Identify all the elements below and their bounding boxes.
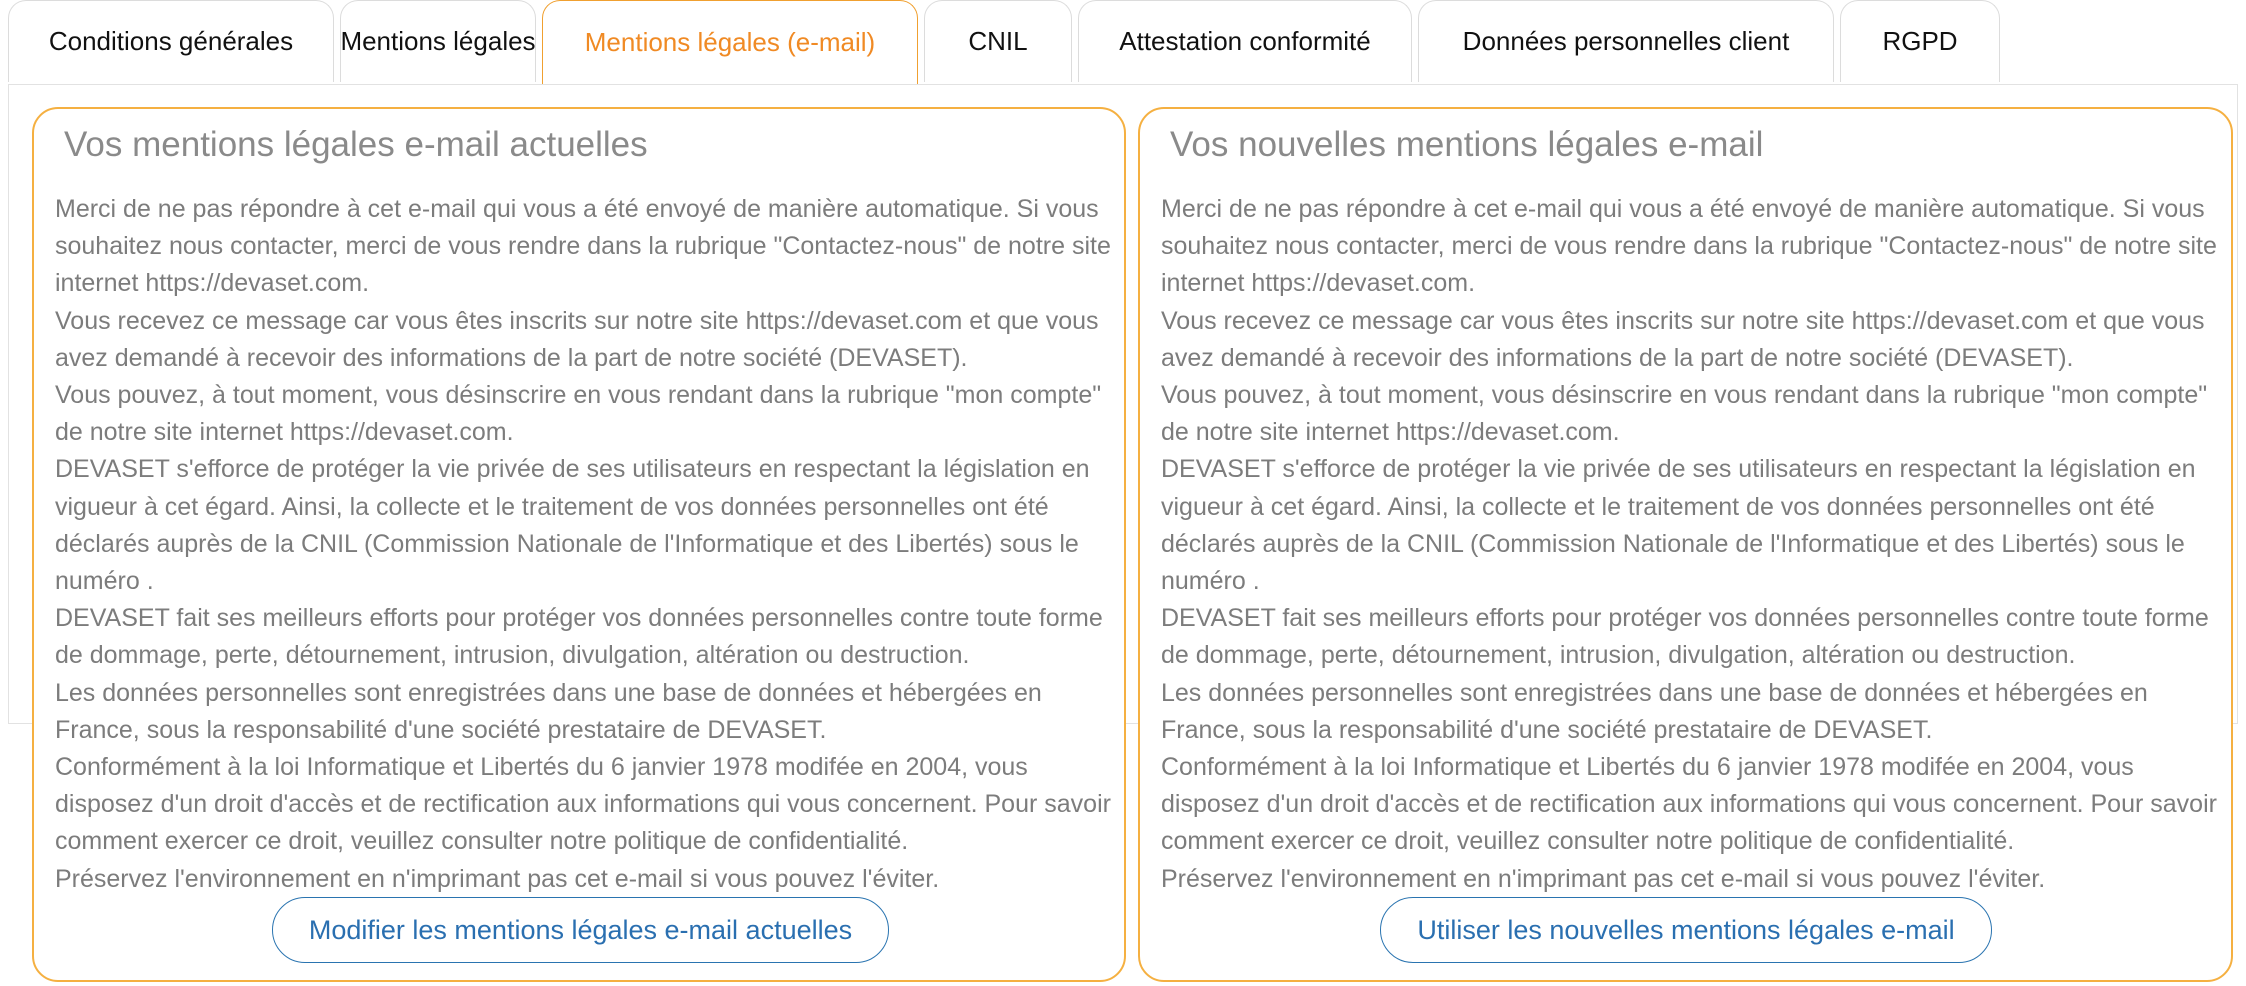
current-mentions-text xyxy=(55,191,1115,898)
use-new-mentions-button[interactable]: Utiliser les nouvelles mentions légales e-mail xyxy=(1380,897,1992,963)
paragraph: DEVASET s'efforce de protéger la vie privée de ses utilisateurs en respectant la législation en vigueur à cet égard. Ainsi, la collecte et le traitement de vos données personnelles ont été déclarés auprès de la CNIL (Commission Nationale de l'Informatique et des Libertés) sous le numéro . xyxy=(55,455,1090,596)
paragraph: Vous recevez ce message car vous êtes inscrits sur notre site https://devaset.com et que vous avez demandé à recevoir des informations de la part de notre société (DEVASET). xyxy=(55,306,1099,372)
tab-bar xyxy=(8,0,2006,82)
paragraph: DEVASET fait ses meilleurs efforts pour protéger vos données personnelles contre toute forme de dommage, perte, détournement, intrusion, divulgation, altération ou destruction. xyxy=(1161,604,2209,670)
paragraph: Préservez l'environnement en n'imprimant pas cet e-mail si vous pouvez l'éviter. xyxy=(55,864,940,893)
paragraph: Conformément à la loi Informatique et Libertés du 6 janvier 1978 modifée en 2004, vous disposez d'un droit d'accès et de rectification aux informations qui vous concernent. Pour savoir comment exercer ce droit, veuillez consulter notre politique de confidentialité. xyxy=(55,753,1111,856)
paragraph: Conformément à la loi Informatique et Libertés du 6 janvier 1978 modifée en 2004, vous disposez d'un droit d'accès et de rectification aux informations qui vous concernent. Pour savoir comment exercer ce droit, veuillez consulter notre politique de confidentialité. xyxy=(1161,753,2217,856)
paragraph: Merci de ne pas répondre à cet e-mail qui vous a été envoyé de manière automatique. Si vous souhaitez nous contacter, merci de vous rendre dans la rubrique "Contactez-nous" de notre site internet https://devaset.com. xyxy=(55,195,1111,298)
tab-cnil[interactable]: CNIL xyxy=(924,0,1072,82)
paragraph: Les données personnelles sont enregistrées dans une base de données et hébergées en France, sous la responsabilité d'une société prestataire de DEVASET. xyxy=(1161,678,2148,744)
paragraph: Vous pouvez, à tout moment, vous désinscrire en vous rendant dans la rubrique "mon compte" de notre site internet https://devaset.com. xyxy=(1161,381,2208,447)
paragraph: Merci de ne pas répondre à cet e-mail qui vous a été envoyé de manière automatique. Si vous souhaitez nous contacter, merci de vous rendre dans la rubrique "Contactez-nous" de notre site internet https://devaset.com. xyxy=(1161,195,2217,298)
new-mentions-panel xyxy=(1138,107,2233,982)
current-mentions-title: Vos mentions légales e-mail actuelles xyxy=(64,125,648,164)
new-mentions-text xyxy=(1161,191,2221,898)
paragraph: Les données personnelles sont enregistrées dans une base de données et hébergées en France, sous la responsabilité d'une société prestataire de DEVASET. xyxy=(55,678,1042,744)
paragraph: Vous recevez ce message car vous êtes inscrits sur notre site https://devaset.com et que vous avez demandé à recevoir des informations de la part de notre société (DEVASET). xyxy=(1161,306,2205,372)
new-mentions-title: Vos nouvelles mentions légales e-mail xyxy=(1170,125,1764,164)
tab-rgpd[interactable]: RGPD xyxy=(1840,0,2000,82)
tab-mentions-legales[interactable]: Mentions légales xyxy=(340,0,536,82)
tab-attestation-conformite[interactable]: Attestation conformité xyxy=(1078,0,1412,82)
tab-conditions-generales[interactable]: Conditions générales xyxy=(8,0,334,82)
paragraph: DEVASET fait ses meilleurs efforts pour protéger vos données personnelles contre toute forme de dommage, perte, détournement, intrusion, divulgation, altération ou destruction. xyxy=(55,604,1103,670)
paragraph: Préservez l'environnement en n'imprimant pas cet e-mail si vous pouvez l'éviter. xyxy=(1161,864,2046,893)
current-mentions-panel xyxy=(32,107,1126,982)
paragraph: Vous pouvez, à tout moment, vous désinscrire en vous rendant dans la rubrique "mon compte" de notre site internet https://devaset.com. xyxy=(55,381,1102,447)
modify-current-mentions-button[interactable]: Modifier les mentions légales e-mail actuelles xyxy=(272,897,889,963)
paragraph: DEVASET s'efforce de protéger la vie privée de ses utilisateurs en respectant la législation en vigueur à cet égard. Ainsi, la collecte et le traitement de vos données personnelles ont été déclarés auprès de la CNIL (Commission Nationale de l'Informatique et des Libertés) sous le numéro . xyxy=(1161,455,2196,596)
tab-donnees-personnelles-client[interactable]: Données personnelles client xyxy=(1418,0,1834,82)
tab-mentions-legales-email[interactable]: Mentions légales (e-mail) xyxy=(542,0,918,84)
tab-content-top-border xyxy=(8,84,2238,85)
